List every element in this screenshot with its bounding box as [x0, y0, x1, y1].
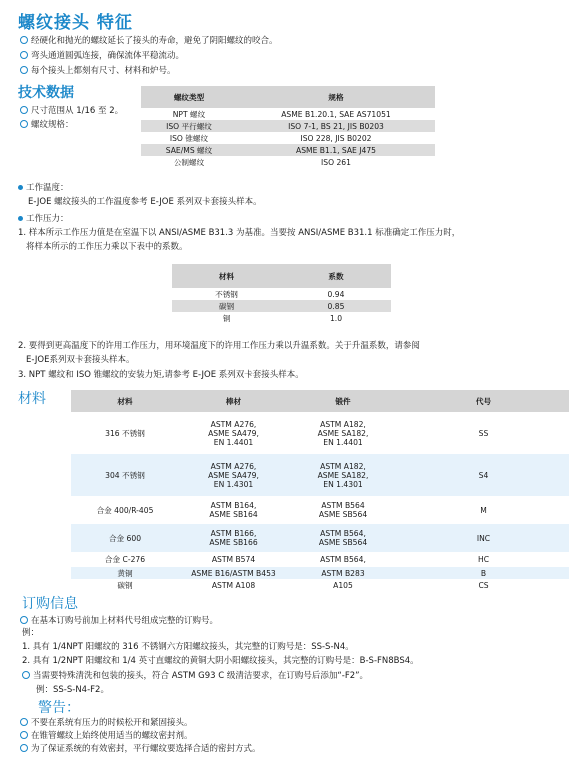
materials-heading: 材料 — [18, 391, 46, 407]
table-row: 铜 1.0 — [222, 313, 343, 323]
table-row: 合金 400/R-405 ASTM B164, ASME SB164 ASTM B564 ASME SB564 M — [96, 501, 487, 519]
thread-spec-label: 螺纹规格： — [20, 118, 74, 133]
table-row: NPT 螺纹 ASME B1.20.1, SAE AS71051 — [172, 109, 391, 119]
table-row: ISO 平行螺纹 ISO 7-1, BS 21, JIS B0203 — [141, 120, 435, 132]
feature-item: 经硬化和抛光的螺纹延长了接头的寿命，避免了阴阳螺纹的咬合。 — [20, 34, 278, 49]
circle-bullet-icon — [20, 51, 28, 59]
warning-item: 不要在系统有压力的时候松开和紧固接头。 — [20, 716, 193, 730]
pressure-note-1-cont: 将样本所示的工作压力乘以下表中的系数。 — [26, 242, 188, 252]
temp-text: E-JOE 螺纹接头的工作温度参考 E-JOE 系列双卡套接头样本。 — [28, 197, 262, 207]
table-header: 棒材 — [225, 396, 242, 406]
warning-item: 为了保证系统的有效密封，平行螺纹要选择合适的密封方式。 — [20, 742, 261, 756]
table-row: SAE/MS 螺纹 ASME B1.1, SAE J475 — [141, 144, 435, 156]
circle-bullet-icon — [20, 616, 28, 624]
circle-bullet-icon — [20, 718, 28, 726]
materials-table — [71, 390, 569, 592]
table-row: 合金 C-276 ASTM B574 ASTM B564, HC — [104, 555, 489, 564]
temp-heading: 工作温度： — [18, 181, 69, 195]
table-row: 304 不锈钢 ASTM A276, ASME SA479, EN 1.4301 ASTM A182, ASME SA182, EN 1.4301 S4 — [71, 454, 569, 496]
thread-spec-table — [141, 86, 435, 168]
pressure-note-1: 1. 样本所示工作压力值是在室温下以 ANSI/ASME B31.3 为基准。当要按 ANSI/ASME B31.1 标准确定工作压力时， — [18, 228, 461, 238]
table-row: 黄铜 ASME B16/ASTM B453 ASTM B283 B — [71, 567, 569, 579]
size-range-text: 尺寸范围从 1/16 至 2。 — [20, 104, 123, 119]
table-row: 合金 600 ASTM B166, ASME SB166 ASTM B564, ASME SB564 INC — [71, 524, 569, 552]
table-row: ISO 锥螺纹 ISO 228, JIS B0202 — [169, 133, 372, 143]
ordering-example-label: 例： — [22, 628, 40, 638]
circle-bullet-icon — [20, 36, 28, 44]
table-row: 316 不锈钢 ASTM A276, ASME SA479, EN 1.4401 ASTM A182, ASME SA182, EN 1.4401 SS — [105, 419, 489, 447]
ordering-note-example: 例：SS-S-N4-F2。 — [36, 685, 109, 695]
ordering-example-2: 2. 具有 1/2NPT 阳螺纹和 1/4 英寸直螺纹的黄铜大阴小阳螺纹接头，其完整的订购号是：B-S-FN8BS4。 — [22, 656, 419, 666]
table-header: 材料 — [117, 396, 133, 406]
ordering-example-1: 1. 具有 1/4NPT 阳螺纹的 316 不锈钢六方阳螺纹接头，其完整的订购号是：SS-S-N4。 — [22, 642, 354, 652]
circle-bullet-icon — [22, 671, 30, 679]
table-row: 公制螺纹 ISO 261 — [173, 157, 351, 167]
table-row: 碳钢 0.85 — [172, 300, 391, 312]
tech-data-heading: 技术数据 — [18, 85, 74, 101]
warning-heading: 警告： — [38, 700, 80, 716]
dot-bullet-icon — [18, 216, 23, 221]
table-header: 系数 — [328, 271, 344, 281]
page-title: 螺纹接头 特征 — [18, 13, 133, 33]
circle-bullet-icon — [20, 744, 28, 752]
pressure-note-2-cont: E-JOE系列双卡套接头样本。 — [26, 355, 135, 365]
pressure-factor-table — [172, 264, 391, 324]
feature-item: 弯头通道圆弧连接，确保流体平稳流动。 — [20, 49, 278, 64]
dot-bullet-icon — [18, 185, 23, 190]
circle-bullet-icon — [20, 66, 28, 74]
pressure-heading: 工作压力： — [18, 212, 69, 226]
ordering-note: 当需要特殊清洗和包装的接头，符合 ASTM G93 C 级清洁要求，在订购号后添加“-F2”。 — [22, 669, 368, 683]
table-header: 代号 — [475, 396, 492, 406]
pressure-note-2: 2. 要得到更高温度下的许用工作压力，用环境温度下的许用工作压力乘以升温系数。关于升温系数，请参阅 — [18, 341, 420, 351]
pressure-note-3: 3. NPT 螺纹和 ISO 锥螺纹的安装力矩,请参考 E-JOE 系列双卡套接头样本。 — [18, 370, 304, 380]
table-row: 不锈钢 0.94 — [215, 289, 345, 299]
circle-bullet-icon — [20, 120, 28, 128]
ordering-heading: 订购信息 — [22, 596, 78, 612]
feature-list — [20, 34, 278, 79]
circle-bullet-icon — [20, 731, 28, 739]
table-header: 锻件 — [335, 396, 351, 406]
table-header: 螺纹类型 — [173, 92, 205, 102]
table-header: 规格 — [328, 92, 344, 102]
feature-item: 每个接头上都刻有尺寸、材料和炉号。 — [20, 64, 278, 79]
table-row: 碳钢 ASTM A108 A105 CS — [117, 581, 489, 590]
warning-item: 在锥管螺纹上始终使用适当的螺纹密封剂。 — [20, 729, 193, 743]
circle-bullet-icon — [20, 106, 28, 114]
table-header: 材料 — [218, 271, 235, 281]
ordering-intro: 在基本订购号前加上材料代号组成完整的订购号。 — [20, 614, 218, 628]
